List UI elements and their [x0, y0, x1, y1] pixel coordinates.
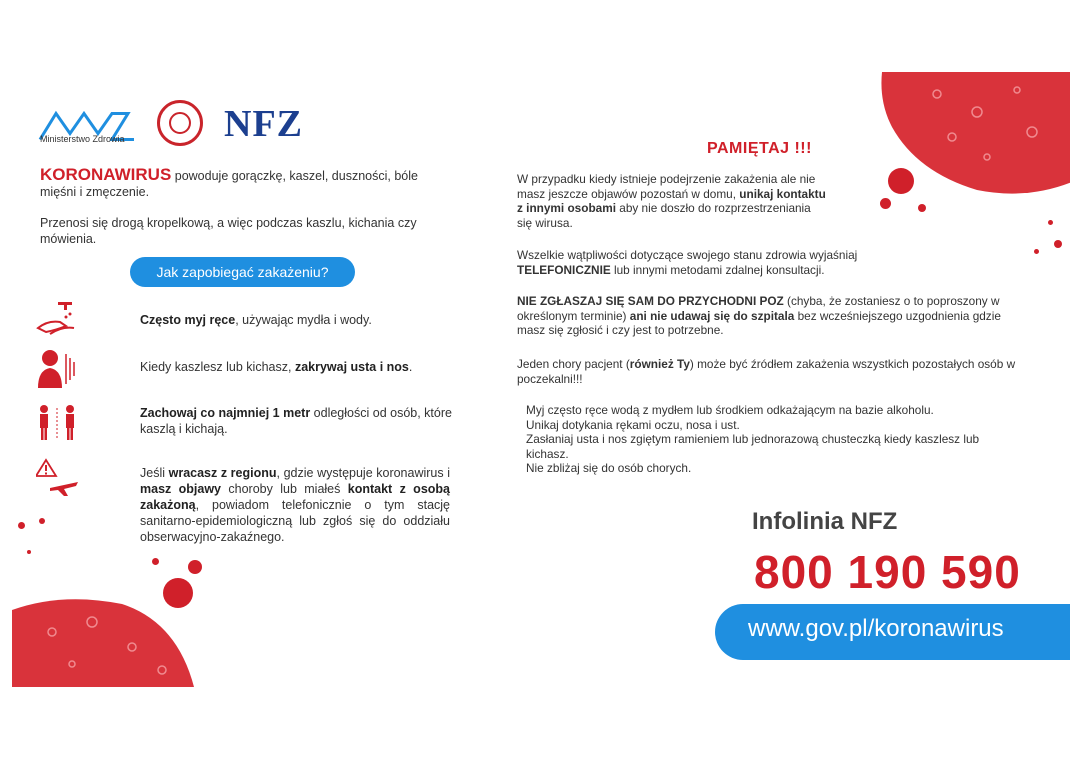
koronawirus-highlight: KORONAWIRUS — [40, 165, 172, 184]
advice-text: , powiadom telefonicznie o tym stację sanitarno-epidemiologiczną lub zgłoś się do oddziału obserwacyjno-zakaźnego. — [140, 498, 450, 544]
decor-dot — [163, 578, 193, 608]
remember-text: Jeden chory pacjent ( — [517, 357, 630, 371]
decor-dot — [39, 518, 45, 524]
remember-paragraph-3 — [517, 294, 1027, 338]
decor-dot — [188, 560, 202, 574]
tip-item: Nie zbliżaj się do osób chorych. — [526, 461, 692, 475]
travel-warning-icon — [36, 458, 80, 498]
remember-paragraph-2 — [517, 248, 917, 277]
remember-text: ) może być źródłem zakażenia wszystkich pozostałych osób w poczekalni!!! — [517, 357, 1016, 386]
decor-dot — [27, 550, 31, 554]
advice-bold: Zachowaj co najmniej 1 metr — [140, 406, 311, 420]
ministry-logo-text: Ministerstwo Zdrowia — [40, 134, 125, 144]
advice-distance — [140, 405, 465, 437]
decor-dot — [1048, 220, 1053, 225]
advice-bold: wracasz z regionu — [168, 466, 277, 480]
tips-list — [526, 403, 1006, 476]
decor-dot — [918, 204, 926, 212]
advice-text: , używając mydła i wody. — [235, 313, 372, 327]
decor-dot — [880, 198, 891, 209]
remember-text: Wszelkie wątpliwości dotyczące swojego stanu zdrowia wyjaśniaj — [517, 248, 858, 262]
decor-dot — [1054, 240, 1062, 248]
hotline-number[interactable]: 800 190 590 — [754, 546, 1021, 598]
remember-text: (chyba, że zostaniesz o to poproszony w określonym terminie) — [517, 294, 1000, 323]
remember-bold: ani nie udawaj się do szpitala — [629, 308, 795, 323]
advice-text: choroby lub miałeś — [221, 482, 348, 496]
advice-cover-mouth — [140, 359, 470, 375]
remember-title: PAMIĘTAJ !!! — [707, 140, 812, 157]
tip-item: Zasłaniaj usta i nos zgiętym ramieniem lub jednorazową chusteczką kiedy kaszlesz lub kichasz. — [526, 432, 980, 461]
intro-paragraph — [40, 167, 420, 200]
advice-travel — [140, 465, 450, 545]
advice-bold: masz objawy — [140, 482, 222, 496]
remember-bold: TELEFONICZNIE — [517, 262, 611, 277]
advice-bold: kontakt z osobą zakażoną — [140, 482, 450, 512]
advice-text: Kiedy kaszlesz lub kichasz, — [140, 360, 295, 374]
nfz-logo: NFZ — [224, 103, 303, 145]
remember-text: W przypadku kiedy istnieje podejrzenie zakażenia ale nie masz jeszcze objawów pozostań w domu, — [517, 172, 816, 201]
hotline-label: Infolinia NFZ — [752, 508, 898, 535]
decor-dot — [1034, 249, 1039, 254]
distance-icon — [36, 404, 80, 444]
advice-text: Jeśli — [140, 466, 169, 480]
tip-item: Unikaj dotykania rękami oczu, nosa i ust. — [526, 417, 740, 432]
remember-bold: również Ty — [629, 357, 690, 371]
remember-text: lub innymi metodami zdalnej konsultacji. — [610, 262, 825, 277]
virus-decoration-bottom-left — [12, 592, 197, 687]
advice-handwash — [140, 312, 470, 328]
advice-bold: zakrywaj usta i nos — [294, 360, 409, 374]
advice-text: odległości od osób, które kaszlą i kichają. — [140, 406, 452, 436]
remember-bold: unikaj kontaktu z innymi osobami — [517, 186, 826, 215]
handwash-icon — [36, 300, 80, 340]
advice-bold: Często myj ręce — [140, 313, 236, 327]
sanitary-inspection-seal-icon — [157, 100, 203, 146]
remember-paragraph-4 — [517, 357, 1027, 386]
tip-item: Myj często ręce wodą z mydłem lub środkiem odkażającym na bazie alkoholu. — [526, 403, 934, 417]
remember-paragraph-1 — [517, 172, 827, 230]
remember-text: bez wcześniejszego uzgodnienia gdzie masz się zgłosić i czy jest to potrzebne. — [517, 308, 1001, 337]
decor-dot — [888, 168, 914, 194]
cough-icon — [36, 348, 80, 388]
advice-text: , gdzie występuje koronawirus i — [276, 466, 451, 480]
remember-text: aby nie doszło do rozprzestrzeniania się wirusa. — [517, 201, 811, 230]
intro-text: powoduje gorączkę, kaszel, duszności, bóle mięśni i zmęczenie. — [40, 169, 418, 199]
decor-dot — [152, 558, 159, 565]
prevention-heading-pill: Jak zapobiegać zakażeniu? — [130, 257, 355, 287]
advice-text: . — [408, 360, 413, 374]
decor-dot — [18, 522, 25, 529]
remember-bold: NIE ZGŁASZAJ SIĘ SAM DO PRZYCHODNI POZ — [517, 294, 784, 308]
transmission-paragraph: Przenosi się drogą kropelkową, a więc podczas kaszlu, kichania czy mówienia. — [40, 216, 417, 246]
website-link[interactable]: www.gov.pl/koronawirus — [748, 615, 1004, 642]
poster — [12, 72, 1070, 687]
